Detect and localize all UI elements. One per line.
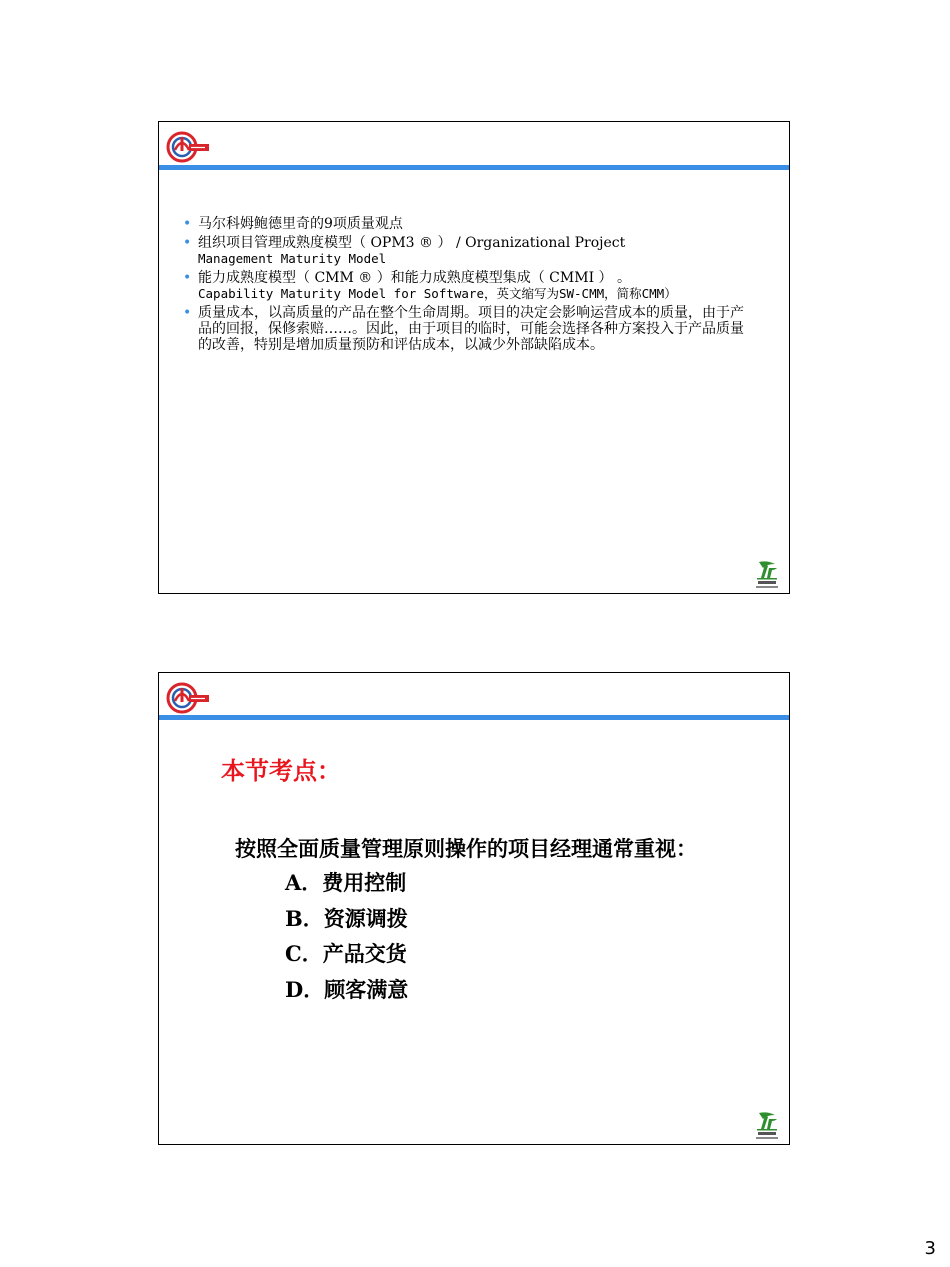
cnooc-logo-icon — [165, 679, 211, 715]
bullet-dot-icon: • — [183, 216, 192, 232]
bullet-item — [183, 235, 753, 267]
bullet-list — [183, 216, 753, 356]
bullet-dot-icon: • — [183, 270, 192, 286]
slide-1 — [158, 121, 790, 594]
bullet-subtext: Management Maturity Model — [198, 251, 387, 266]
consulting-logo-icon — [753, 558, 781, 590]
bullet-text: 能力成熟度模型（ CMM ® ）和能力成熟度模型集成（ CMMI ） 。 — [198, 270, 631, 286]
bullet-item — [183, 216, 753, 232]
option-a: A．费用控制 — [285, 870, 407, 895]
slide-2 — [158, 672, 790, 1145]
bullet-item — [183, 270, 753, 302]
header-bar — [159, 715, 789, 720]
cnooc-logo-icon — [165, 128, 211, 164]
bullet-dot-icon: • — [183, 305, 192, 321]
option-c: C．产品交货 — [285, 941, 407, 966]
bullet-text: 质量成本，以高质量的产品在整个生命周期。项目的决定会影响运营成本的质量，由于产品的回报，保修索赔……。因此，由于项目的临时，可能会选择各种方案投入于产品质量的改善，特别是增加质量预防和评估成本，以减少外部缺陷成本。 — [198, 305, 744, 353]
page-number: 3 — [924, 1238, 936, 1259]
header-bar — [159, 165, 789, 170]
consulting-logo-icon — [753, 1109, 781, 1141]
option-b: B．资源调拨 — [285, 905, 408, 931]
bullet-text: 组织项目管理成熟度模型（ OPM3 ® ） / Organizational Project — [198, 235, 626, 251]
bullet-subtext: Capability Maturity Model for Software，英文缩写为SW-CMM，简称CMM） — [198, 286, 677, 301]
bullet-dot-icon: • — [183, 235, 192, 251]
question-text: 按照全面质量管理原则操作的项目经理通常重视： — [235, 836, 697, 861]
section-heading: 本节考点： — [221, 756, 341, 785]
bullet-text: 马尔科姆鲍德里奇的9项质量观点 — [198, 216, 403, 232]
option-d: D．顾客满意 — [285, 976, 409, 1002]
bullet-item — [183, 305, 753, 353]
answer-options — [285, 865, 408, 1007]
